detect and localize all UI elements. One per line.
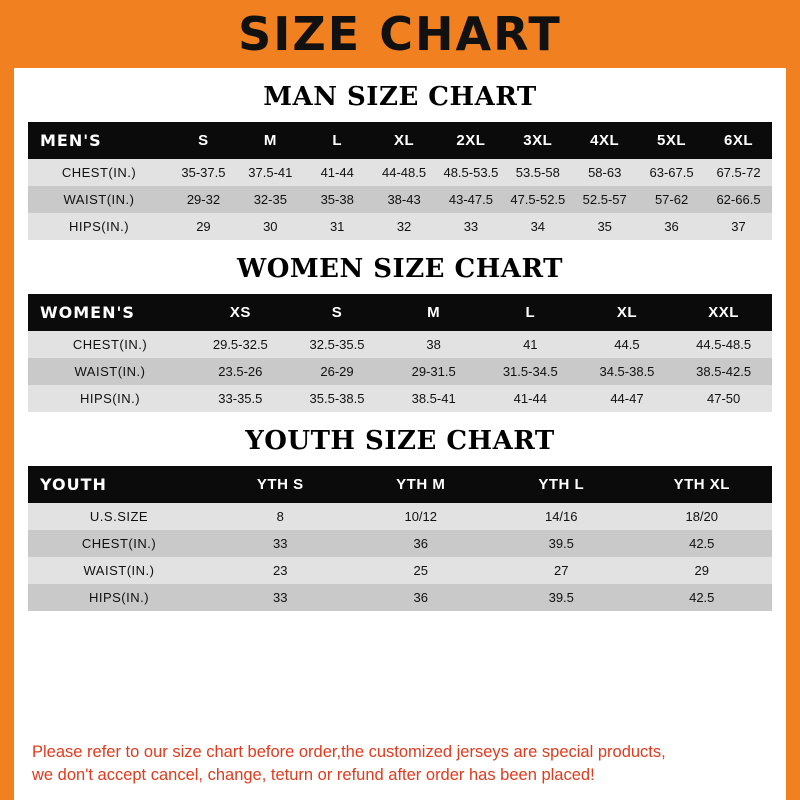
page-title: SIZE CHART bbox=[238, 7, 562, 61]
women-hips-l: 41-44 bbox=[482, 385, 579, 412]
men-hips-xl: 32 bbox=[371, 213, 438, 240]
youth-waist-l: 27 bbox=[491, 557, 632, 584]
men-table-head bbox=[28, 122, 772, 159]
women-hips-s: 35.5-38.5 bbox=[289, 385, 386, 412]
women-waist-l: 31.5-34.5 bbox=[482, 358, 579, 385]
women-chest-xs: 29.5-32.5 bbox=[192, 331, 289, 358]
men-header-s: S bbox=[170, 122, 237, 159]
women-header-xl: XL bbox=[579, 294, 676, 331]
men-header-l: L bbox=[304, 122, 371, 159]
table-row bbox=[28, 530, 772, 557]
table-header-row bbox=[28, 466, 772, 503]
table-row bbox=[28, 503, 772, 530]
youth-chest-l: 39.5 bbox=[491, 530, 632, 557]
youth-size-table bbox=[28, 466, 772, 611]
youth-header-m: YTH M bbox=[351, 466, 492, 503]
youth-header-s: YTH S bbox=[210, 466, 351, 503]
table-row bbox=[28, 358, 772, 385]
youth-ussize-s: 8 bbox=[210, 503, 351, 530]
women-header-s: S bbox=[289, 294, 386, 331]
youth-header-l: YTH L bbox=[491, 466, 632, 503]
men-hips-3xl: 34 bbox=[504, 213, 571, 240]
men-hips-6xl: 37 bbox=[705, 213, 772, 240]
men-chest-s: 35-37.5 bbox=[170, 159, 237, 186]
men-header-label: MEN'S bbox=[28, 122, 170, 159]
content bbox=[14, 68, 786, 800]
youth-ussize-xl: 18/20 bbox=[632, 503, 773, 530]
table-row bbox=[28, 186, 772, 213]
youth-chest-xl: 42.5 bbox=[632, 530, 773, 557]
youth-row-label-ussize: U.S.SIZE bbox=[28, 503, 210, 530]
men-table-body bbox=[28, 159, 772, 240]
youth-row-label-chest: CHEST(IN.) bbox=[28, 530, 210, 557]
men-header-5xl: 5XL bbox=[638, 122, 705, 159]
men-size-table bbox=[28, 122, 772, 240]
women-hips-xl: 44-47 bbox=[579, 385, 676, 412]
men-chest-5xl: 63-67.5 bbox=[638, 159, 705, 186]
table-row bbox=[28, 557, 772, 584]
men-chest-4xl: 58-63 bbox=[571, 159, 638, 186]
women-header-label: WOMEN'S bbox=[28, 294, 192, 331]
men-hips-5xl: 36 bbox=[638, 213, 705, 240]
women-row-label-chest: CHEST(IN.) bbox=[28, 331, 192, 358]
table-row bbox=[28, 331, 772, 358]
banner bbox=[14, 0, 786, 68]
disclaimer-line-2: we don't accept cancel, change, teturn or refund after order has been placed! bbox=[32, 765, 595, 784]
youth-ussize-l: 14/16 bbox=[491, 503, 632, 530]
men-row-label-chest: CHEST(IN.) bbox=[28, 159, 170, 186]
women-waist-xl: 34.5-38.5 bbox=[579, 358, 676, 385]
men-chest-m: 37.5-41 bbox=[237, 159, 304, 186]
men-waist-6xl: 62-66.5 bbox=[705, 186, 772, 213]
youth-chest-m: 36 bbox=[351, 530, 492, 557]
youth-hips-s: 33 bbox=[210, 584, 351, 611]
youth-waist-xl: 29 bbox=[632, 557, 773, 584]
section-youth bbox=[28, 412, 772, 611]
women-row-label-waist: WAIST(IN.) bbox=[28, 358, 192, 385]
youth-row-label-hips: HIPS(IN.) bbox=[28, 584, 210, 611]
men-waist-l: 35-38 bbox=[304, 186, 371, 213]
men-waist-2xl: 43-47.5 bbox=[438, 186, 505, 213]
men-header-2xl: 2XL bbox=[438, 122, 505, 159]
women-waist-xxl: 38.5-42.5 bbox=[675, 358, 772, 385]
women-header-xxl: XXL bbox=[675, 294, 772, 331]
men-hips-l: 31 bbox=[304, 213, 371, 240]
men-waist-4xl: 52.5-57 bbox=[571, 186, 638, 213]
men-header-3xl: 3XL bbox=[504, 122, 571, 159]
youth-row-label-waist: WAIST(IN.) bbox=[28, 557, 210, 584]
women-size-table bbox=[28, 294, 772, 412]
women-row-label-hips: HIPS(IN.) bbox=[28, 385, 192, 412]
women-chest-xl: 44.5 bbox=[579, 331, 676, 358]
women-chest-m: 38 bbox=[385, 331, 482, 358]
youth-hips-m: 36 bbox=[351, 584, 492, 611]
women-chest-xxl: 44.5-48.5 bbox=[675, 331, 772, 358]
men-waist-m: 32-35 bbox=[237, 186, 304, 213]
men-header-xl: XL bbox=[371, 122, 438, 159]
youth-header-label: YOUTH bbox=[28, 466, 210, 503]
youth-chest-s: 33 bbox=[210, 530, 351, 557]
men-hips-4xl: 35 bbox=[571, 213, 638, 240]
men-header-m: M bbox=[237, 122, 304, 159]
women-waist-xs: 23.5-26 bbox=[192, 358, 289, 385]
youth-waist-s: 23 bbox=[210, 557, 351, 584]
men-chest-2xl: 48.5-53.5 bbox=[438, 159, 505, 186]
women-hips-xs: 33-35.5 bbox=[192, 385, 289, 412]
women-hips-xxl: 47-50 bbox=[675, 385, 772, 412]
youth-table-body bbox=[28, 503, 772, 611]
table-row bbox=[28, 213, 772, 240]
women-table-body bbox=[28, 331, 772, 412]
women-header-m: M bbox=[385, 294, 482, 331]
table-header-row bbox=[28, 122, 772, 159]
men-hips-2xl: 33 bbox=[438, 213, 505, 240]
section-women bbox=[28, 240, 772, 412]
men-chest-3xl: 53.5-58 bbox=[504, 159, 571, 186]
table-row bbox=[28, 385, 772, 412]
men-header-6xl: 6XL bbox=[705, 122, 772, 159]
table-header-row bbox=[28, 294, 772, 331]
section-title-youth: YOUTH SIZE CHART bbox=[245, 426, 555, 456]
men-row-label-hips: HIPS(IN.) bbox=[28, 213, 170, 240]
men-waist-5xl: 57-62 bbox=[638, 186, 705, 213]
men-hips-s: 29 bbox=[170, 213, 237, 240]
women-hips-m: 38.5-41 bbox=[385, 385, 482, 412]
youth-table-head bbox=[28, 466, 772, 503]
disclaimer-note bbox=[28, 731, 772, 800]
men-hips-m: 30 bbox=[237, 213, 304, 240]
youth-header-xl: YTH XL bbox=[632, 466, 773, 503]
youth-hips-l: 39.5 bbox=[491, 584, 632, 611]
women-chest-l: 41 bbox=[482, 331, 579, 358]
men-chest-6xl: 67.5-72 bbox=[705, 159, 772, 186]
women-header-xs: XS bbox=[192, 294, 289, 331]
section-title-men: MAN SIZE CHART bbox=[263, 82, 537, 112]
men-row-label-waist: WAIST(IN.) bbox=[28, 186, 170, 213]
youth-ussize-m: 10/12 bbox=[351, 503, 492, 530]
table-row bbox=[28, 159, 772, 186]
women-waist-s: 26-29 bbox=[289, 358, 386, 385]
women-table-head bbox=[28, 294, 772, 331]
men-waist-s: 29-32 bbox=[170, 186, 237, 213]
women-waist-m: 29-31.5 bbox=[385, 358, 482, 385]
table-row bbox=[28, 584, 772, 611]
section-title-women: WOMEN SIZE CHART bbox=[237, 254, 563, 284]
women-header-l: L bbox=[482, 294, 579, 331]
disclaimer-line-1: Please refer to our size chart before order,the customized jerseys are special products, bbox=[32, 743, 666, 762]
youth-hips-xl: 42.5 bbox=[632, 584, 773, 611]
women-chest-s: 32.5-35.5 bbox=[289, 331, 386, 358]
men-waist-xl: 38-43 bbox=[371, 186, 438, 213]
men-chest-xl: 44-48.5 bbox=[371, 159, 438, 186]
section-men bbox=[28, 68, 772, 240]
men-waist-3xl: 47.5-52.5 bbox=[504, 186, 571, 213]
youth-waist-m: 25 bbox=[351, 557, 492, 584]
men-header-4xl: 4XL bbox=[571, 122, 638, 159]
men-chest-l: 41-44 bbox=[304, 159, 371, 186]
